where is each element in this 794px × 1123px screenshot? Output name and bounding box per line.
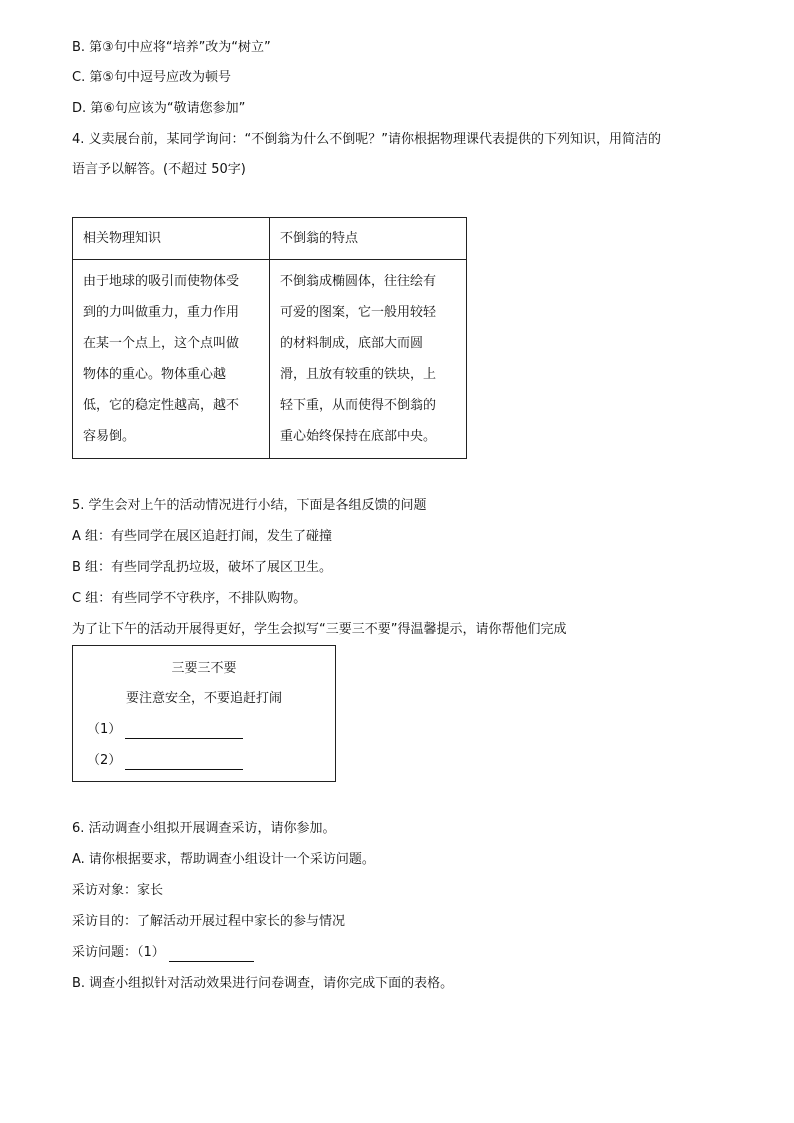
cell-line: 可爱的图案，它一般用较轻 [280, 305, 437, 320]
cell-line: 容易倒。 [83, 429, 136, 444]
box-title: 三要三不要 [171, 661, 237, 676]
cell-line: 滑，且放有较重的铁块，上 [280, 367, 437, 382]
answer-line[interactable] [125, 724, 243, 739]
cell-line: 不倒翁成椭圆体，往往绘有 [280, 274, 437, 289]
blank-1[interactable] [87, 721, 243, 739]
option-d: D. 第⑥句应该为“敬请您参加” [72, 101, 246, 116]
option-b: B. 第③句中应将“培养”改为“树立” [72, 40, 271, 55]
cell-line: 的材料制成，底部大而圆 [280, 336, 424, 351]
q6-line: 6. 活动调查小组拟开展调查采访，请你参加。 [72, 821, 336, 836]
q6-b-line: B. 调查小组拟针对活动效果进行问卷调查，请你完成下面的表格。 [72, 976, 454, 991]
q5-line: A 组：有些同学在展区追赶打闹，发生了碰撞 [72, 529, 333, 544]
blank-2[interactable] [87, 752, 243, 770]
q4-line2: 语言予以解答。(不超过 50字) [72, 162, 246, 177]
answer-line[interactable] [169, 947, 254, 962]
cell-line: 在某一个点上，这个点叫做 [83, 336, 240, 351]
blank-label: （2） [87, 753, 122, 768]
q5-line: C 组：有些同学不守秩序，不排队购物。 [72, 591, 307, 606]
q5-line: B 组：有些同学乱扔垃圾，破坏了展区卫生。 [72, 560, 333, 575]
q5-line: 为了让下午的活动开展得更好，学生会拟写“三要三不要”得温馨提示，请你帮他们完成 [72, 622, 567, 637]
cell-line: 重心始终保持在底部中央。 [280, 429, 437, 444]
physics-cell [73, 260, 270, 459]
option-c: C. 第⑤句中逗号应改为顿号 [72, 70, 231, 85]
cell-line: 到的力叫做重力，重力作用 [83, 305, 240, 320]
q6-line: 采访目的：了解活动开展过程中家长的参与情况 [72, 914, 346, 929]
cell-line: 由于地球的吸引而使物体受 [83, 274, 240, 289]
box-example: 要注意安全，不要追赶打闹 [125, 691, 282, 706]
cell-line: 低，它的稳定性越高，越不 [83, 398, 240, 413]
q4-line1: 4. 义卖展台前，某同学询问：“不倒翁为什么不倒呢？”请你根据物理课代表提供的下列知识，用简洁的 [72, 132, 662, 147]
interview-question[interactable] [72, 944, 254, 962]
physics-table [72, 217, 467, 459]
header-physics: 相关物理知识 [73, 218, 270, 260]
q5-line: 5. 学生会对上午的活动情况进行小结，下面是各组反馈的问题 [72, 498, 427, 513]
q6-line: 采访对象：家长 [72, 883, 164, 898]
cell-line: 物体的重心。物体重心越 [83, 367, 227, 382]
question-label: 采访问题：（1） [72, 945, 165, 960]
blank-label: （1） [87, 722, 122, 737]
tips-box [72, 645, 336, 782]
features-cell [270, 260, 467, 459]
answer-line[interactable] [125, 755, 243, 770]
q6-line: A. 请你根据要求，帮助调查小组设计一个采访问题。 [72, 852, 375, 867]
header-features: 不倒翁的特点 [270, 218, 467, 260]
cell-line: 轻下重，从而使得不倒翁的 [280, 398, 437, 413]
